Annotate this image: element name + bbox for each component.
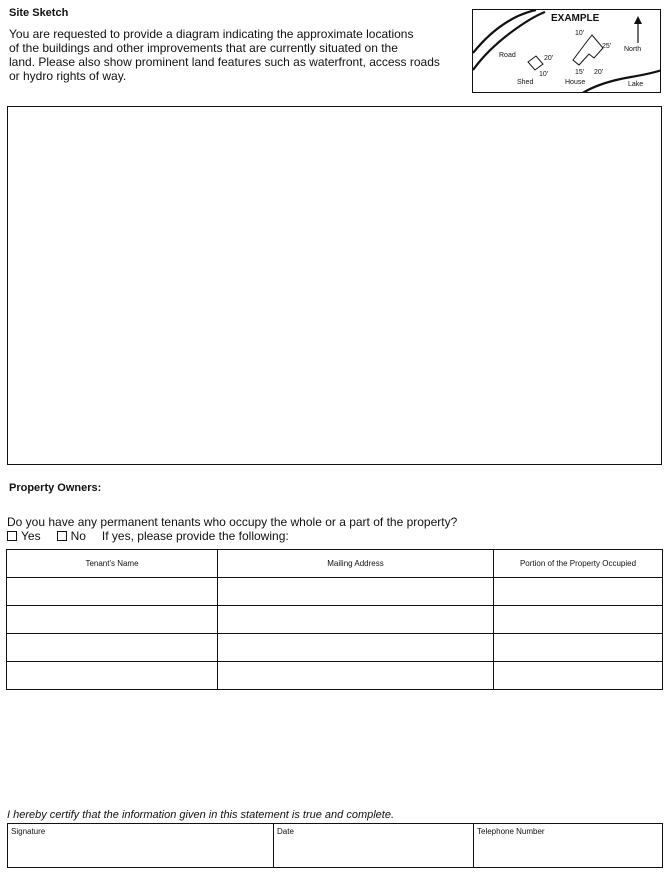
telephone-label: Telephone Number: [477, 827, 545, 836]
lake-shoreline: [581, 70, 661, 93]
portion-occupied-cell[interactable]: [494, 662, 663, 690]
no-label: No: [70, 529, 86, 543]
table-row: [7, 606, 663, 634]
signature-label: Signature: [11, 827, 46, 836]
shed-dimension: 10': [539, 71, 549, 78]
column-header-mailing-address: Mailing Address: [218, 550, 494, 578]
site-sketch-title: Site Sketch: [9, 7, 69, 19]
instruction-line: You are requested to provide a diagram indicating the approximate locations: [9, 27, 414, 41]
tenant-table-header: [7, 550, 663, 578]
yes-checkbox[interactable]: [7, 531, 17, 541]
site-sketch-instructions: [9, 27, 459, 83]
property-owners-title: Property Owners:: [9, 482, 102, 494]
tenant-options: [7, 529, 289, 543]
example-diagram: [472, 9, 661, 93]
yes-option[interactable]: [7, 529, 41, 543]
mailing-address-cell[interactable]: [218, 634, 494, 662]
certification-statement: I hereby certify that the information given in this statement is true and complete.: [7, 809, 395, 821]
mailing-address-cell[interactable]: [218, 578, 494, 606]
shed-label: Shed: [517, 79, 534, 86]
table-row: [7, 578, 663, 606]
date-label: Date: [277, 827, 294, 836]
mailing-address-cell[interactable]: [218, 606, 494, 634]
house-label: House: [565, 79, 586, 86]
house-dimension: 25': [602, 43, 612, 50]
example-sketch: [473, 10, 661, 93]
mailing-address-cell[interactable]: [218, 662, 494, 690]
tenant-name-cell[interactable]: [7, 634, 218, 662]
house-shape: [573, 35, 603, 65]
house-dimension: 15': [575, 69, 585, 76]
tenant-name-cell[interactable]: [7, 578, 218, 606]
lake-label: Lake: [628, 81, 644, 88]
table-row: [7, 634, 663, 662]
portion-occupied-cell[interactable]: [494, 634, 663, 662]
house-dimension: 10': [575, 30, 585, 37]
signature-table: [7, 823, 663, 868]
yes-label: Yes: [21, 529, 41, 543]
instruction-line: of the buildings and other improvements that are currently situated on the: [9, 41, 398, 55]
site-sketch-drawing-area[interactable]: [7, 106, 662, 465]
tenant-table: [6, 549, 663, 690]
instruction-line: or hydro rights of way.: [9, 69, 127, 83]
north-label: North: [624, 46, 642, 53]
tenant-name-cell[interactable]: [7, 662, 218, 690]
instruction-line: land. Please also show prominent land features such as waterfront, access roads: [9, 55, 440, 69]
shed-dimension: 20': [544, 55, 554, 62]
portion-occupied-cell[interactable]: [494, 578, 663, 606]
date-field[interactable]: [274, 824, 474, 868]
tenant-name-cell[interactable]: [7, 606, 218, 634]
telephone-field[interactable]: [474, 824, 663, 868]
house-dimension: 20': [594, 69, 604, 76]
column-header-portion-occupied: Portion of the Property Occupied: [494, 550, 663, 578]
tenant-instruction: If yes, please provide the following:: [101, 529, 289, 543]
signature-row: [8, 824, 663, 868]
no-checkbox[interactable]: [57, 531, 67, 541]
north-arrow-icon: [634, 16, 642, 24]
portion-occupied-cell[interactable]: [494, 606, 663, 634]
example-title: EXAMPLE: [551, 13, 600, 24]
road-line: [473, 10, 536, 53]
signature-field[interactable]: [8, 824, 274, 868]
no-option[interactable]: [57, 529, 86, 543]
table-row: [7, 662, 663, 690]
road-label: Road: [499, 52, 516, 59]
tenant-question: Do you have any permanent tenants who occupy the whole or a part of the property?: [7, 515, 458, 529]
column-header-tenant-name: Tenant's Name: [7, 550, 218, 578]
shed-shape: [528, 56, 543, 70]
